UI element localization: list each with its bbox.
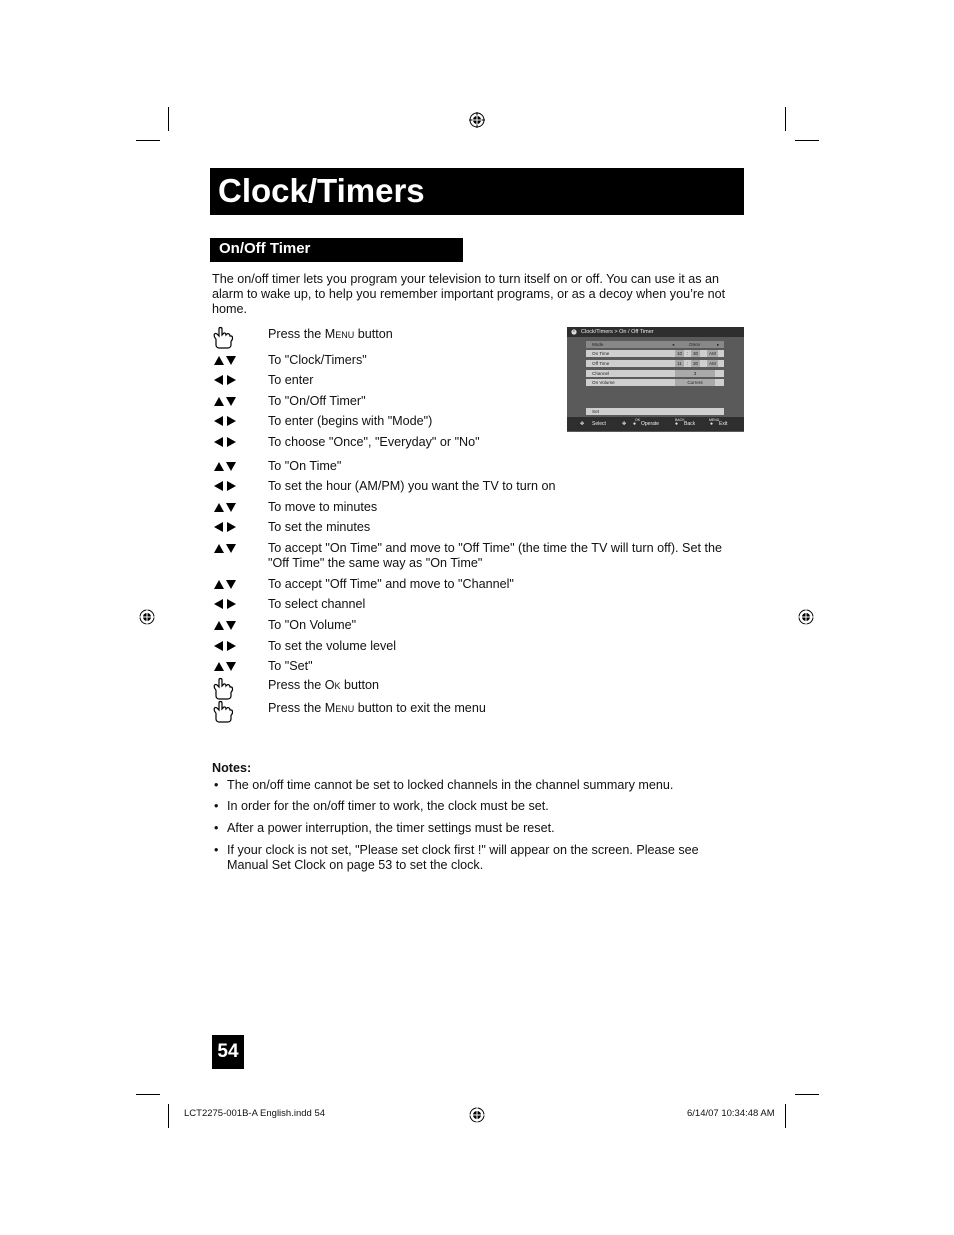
- note-text: If your clock is not set, "Please set clock first !" will appear on the screen. Please see Manual Set Clock on page 53 to set the clock.: [227, 843, 699, 872]
- note-text: After a power interruption, the timer settings must be reset.: [227, 821, 555, 835]
- up-down-arrows-icon: [212, 541, 242, 557]
- step-text: [268, 701, 738, 716]
- osd-row-label: Mode: [592, 342, 604, 347]
- osd-hour-value: 11: [677, 361, 682, 366]
- step-text: [268, 327, 738, 342]
- up-down-arrows-icon: [212, 394, 242, 410]
- up-down-arrows-icon: [212, 353, 242, 369]
- step-text: To move to minutes: [268, 500, 378, 514]
- registration-mark-icon: [469, 112, 485, 128]
- left-right-arrows-icon: [212, 639, 242, 655]
- page-title: Clock/Timers: [218, 172, 425, 209]
- step-text: To enter (begins with "Mode"): [268, 414, 433, 428]
- crop-mark: [795, 1094, 819, 1095]
- up-down-arrows-icon: [212, 618, 242, 634]
- left-right-arrows-icon: [212, 414, 242, 430]
- bullet: •: [214, 843, 219, 857]
- step-text-prefix: Press the: [268, 327, 325, 341]
- bullet: •: [214, 821, 219, 835]
- ok-button-icon: ●: [633, 421, 637, 427]
- crop-mark: [785, 1104, 786, 1128]
- remote-key-name: Menu: [324, 327, 355, 341]
- left-right-arrows-icon: [212, 373, 242, 389]
- step-text: To "On Volume": [268, 618, 357, 632]
- bullet: •: [214, 799, 219, 813]
- osd-hour-value: 10: [677, 351, 683, 356]
- osd-time-separator: :: [687, 351, 689, 356]
- footer-timestamp: 6/14/07 10:34:48 AM: [687, 1108, 775, 1119]
- step-text: To accept "Off Time" and move to "Channel": [268, 577, 514, 591]
- remote-key-name: Ok: [324, 678, 341, 692]
- intro-paragraph: The on/off timer lets you program your television to turn itself on or off. You can use it as an alarm to wake up, to help you remember important programs, or as a decoy when you’re not home.: [212, 272, 726, 316]
- left-right-arrows-icon: [212, 520, 242, 536]
- step-text: To enter: [268, 373, 314, 387]
- note-text: In order for the on/off timer to work, the clock must be set.: [227, 799, 549, 813]
- osd-minute-value: 30: [693, 361, 699, 366]
- step-text: To "On Time": [268, 459, 342, 473]
- crop-mark: [168, 1104, 169, 1128]
- step-text: To set the volume level: [268, 639, 397, 653]
- note-text: The on/off time cannot be set to locked channels in the channel summary menu.: [227, 778, 674, 792]
- osd-ok-key-label: OK: [635, 418, 641, 422]
- left-right-arrows-icon: [212, 597, 242, 613]
- crop-mark: [795, 140, 819, 141]
- osd-row-value: 3: [675, 370, 715, 377]
- osd-exit-hint: Exit: [719, 421, 728, 427]
- osd-row-label: On Volume: [592, 380, 615, 385]
- crop-mark: [136, 1094, 160, 1095]
- osd-menu-key-label: MENU: [709, 418, 720, 422]
- osd-header-text: Clock/Timers > On / Off Timer: [581, 329, 654, 335]
- osd-row-value: Current: [675, 379, 715, 386]
- osd-right-arrow-icon: ▸: [717, 342, 720, 347]
- page-number: 54: [217, 1041, 239, 1062]
- step-text: [268, 678, 738, 693]
- bullet: •: [214, 778, 219, 792]
- registration-mark-icon: [139, 609, 155, 625]
- osd-row-label: Channel: [592, 371, 610, 376]
- section-title: On/Off Timer: [219, 240, 311, 257]
- back-button-icon: ●: [675, 421, 679, 427]
- step-text: To "On/Off Timer": [268, 394, 366, 408]
- remote-key-name: Menu: [324, 701, 355, 715]
- step-text: To "Set": [268, 659, 313, 673]
- osd-select-hint: Select: [592, 421, 606, 427]
- step-text-suffix: button: [354, 327, 393, 341]
- left-right-arrows-icon: [212, 435, 242, 451]
- hand-press-icon: [212, 326, 242, 342]
- crop-mark: [136, 140, 160, 141]
- step-text: To choose "Once", "Everyday" or "No": [268, 435, 480, 449]
- crop-mark: [168, 107, 169, 131]
- footer-file: LCT2275-001B-A English.indd 54: [184, 1108, 326, 1119]
- osd-row-mode[interactable]: [586, 341, 724, 348]
- osd-row-label: On Time: [592, 351, 610, 356]
- hand-press-icon: [212, 677, 242, 693]
- hand-press-icon: [212, 700, 242, 716]
- osd-row-value: Once: [689, 342, 700, 347]
- osd-row-label: Off Time: [592, 361, 610, 366]
- up-down-arrows-icon: [212, 459, 242, 475]
- step-text: To set the hour (AM/PM) you want the TV to turn on: [268, 479, 556, 493]
- dpad-icon: ✥: [622, 421, 627, 427]
- left-right-arrows-icon: [212, 479, 242, 495]
- osd-minute-value: 30: [693, 351, 699, 356]
- up-down-arrows-icon: [212, 659, 242, 675]
- osd-ampm-value: AM: [709, 351, 716, 356]
- section-header-bar: [210, 238, 463, 262]
- registration-mark-icon: [798, 609, 814, 625]
- step-text: To "Clock/Timers": [268, 353, 367, 367]
- step-text: To select channel: [268, 597, 366, 611]
- step-text: To set the minutes: [268, 520, 371, 534]
- up-down-arrows-icon: [212, 500, 242, 516]
- osd-back-key-label: BACK: [675, 418, 685, 422]
- step-text-prefix: Press the: [268, 701, 325, 715]
- crop-mark: [785, 107, 786, 131]
- osd-left-arrow-icon: ◂: [672, 342, 675, 347]
- registration-mark-icon: [469, 1107, 485, 1123]
- osd-set-label: Set: [592, 409, 599, 414]
- step-text-suffix: button: [340, 678, 380, 692]
- step-text: To accept "On Time" and move to "Off Time" (the time the TV will turn off). Set the "Off Time" the same way as "On Time": [268, 541, 722, 570]
- step-text-prefix: Press the: [268, 678, 325, 692]
- page-number-box: [212, 1035, 244, 1069]
- osd-operate-hint: Operate: [641, 421, 660, 427]
- notes-heading: Notes:: [212, 761, 252, 775]
- dpad-icon: ✥: [580, 421, 585, 427]
- osd-ampm-value: AM: [709, 361, 716, 366]
- menu-button-icon: ●: [710, 421, 714, 427]
- step-text-suffix: button to exit the menu: [354, 701, 486, 715]
- osd-time-separator: :: [687, 361, 689, 366]
- up-down-arrows-icon: [212, 577, 242, 593]
- osd-back-hint: Back: [684, 421, 696, 427]
- page-title-bar: [210, 168, 744, 215]
